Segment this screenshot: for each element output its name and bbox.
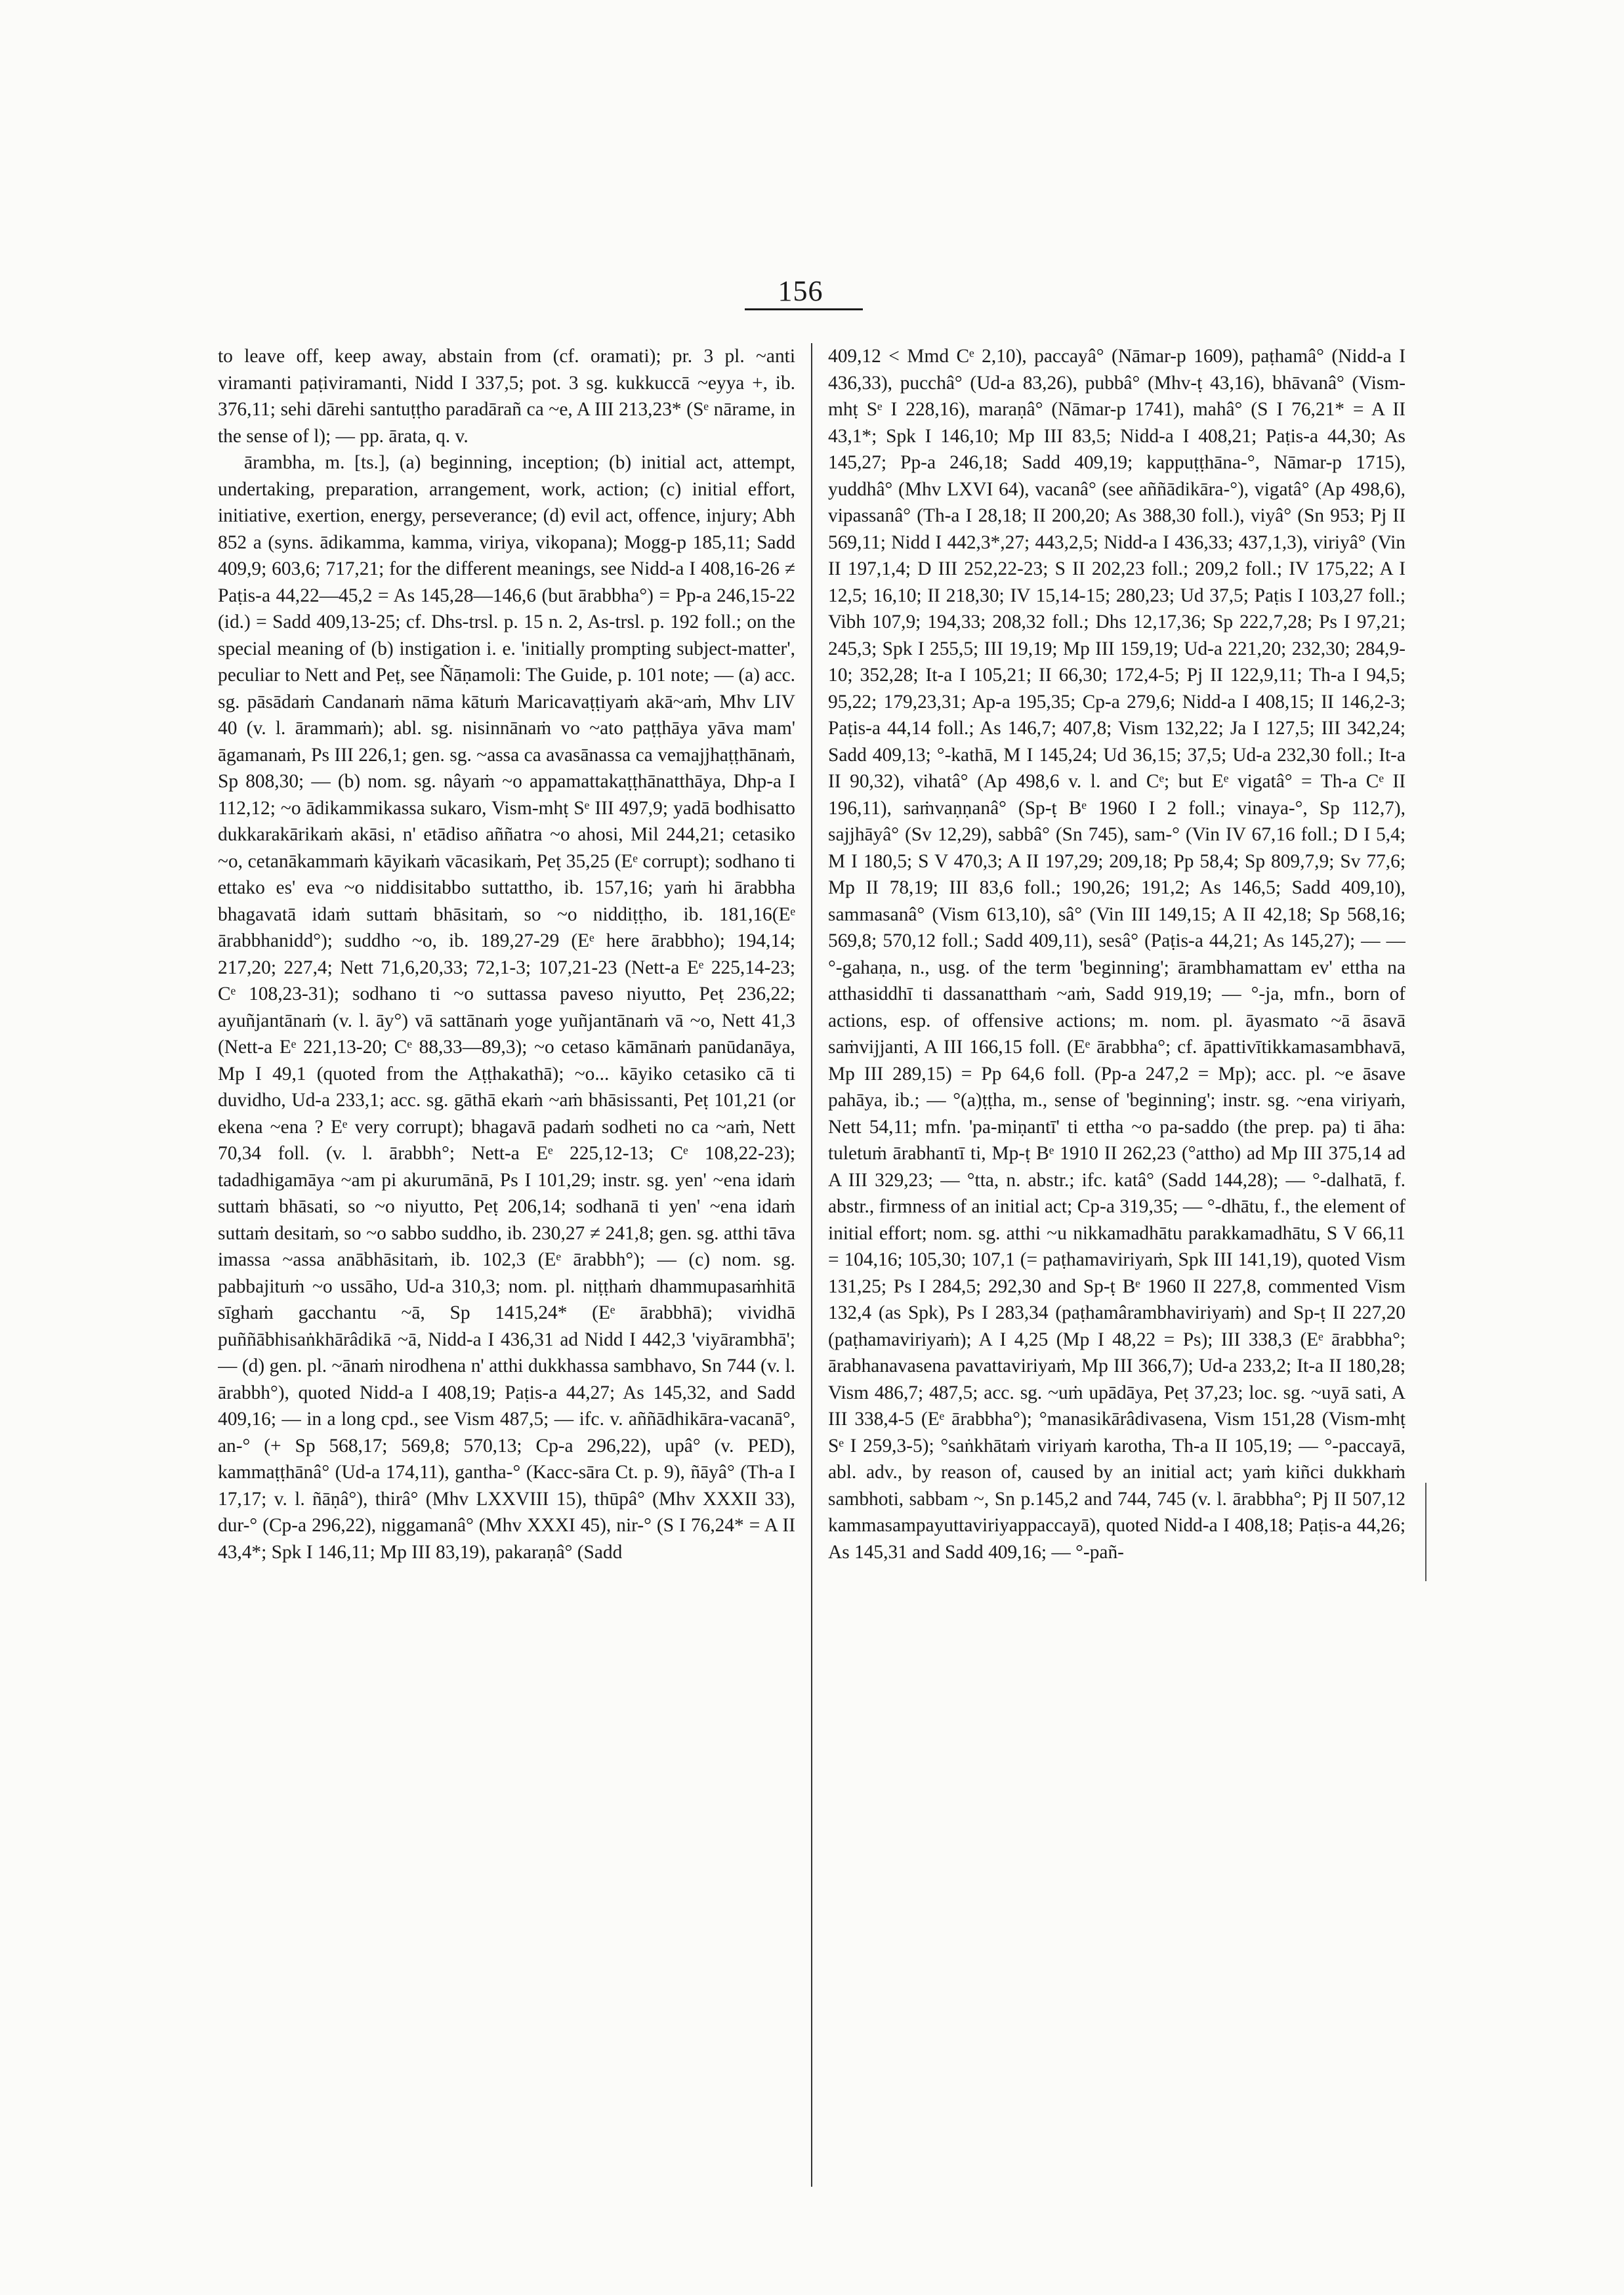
margin-mark	[1425, 1483, 1426, 1581]
page-number-rule	[745, 308, 863, 310]
left-column	[218, 343, 795, 2233]
left-paragraph-continuation: to leave off, keep away, abstain from (cf. oramati); pr. 3 pl. ~anti viramanti paṭiviramanti, Nidd I 337,5; pot. 3 sg. kukkuccā ~eyya +, ib. 376,11; sehi dārehi santuṭṭho paradārañ ca ~e, A III 213,23* (Sᵉ nārame, in the sense of l); — pp. ārata, q. v.	[218, 346, 795, 447]
entry-arambha: ārambha, m. [ts.], (a) beginning, inception; (b) initial act, attempt, undertaking, preparation, arrangement, work, action; (c) initial effort, initiative, exertion, energy, perseverance; (d) evil act, offence, injury; Abh 852 a (syns. ādikamma, kamma, viriya, vikopana); Mogg-p 185,11; Sadd 409,9; 603,6; 717,21; for the different meanings, see Nidd-a I 408,16-26 ≠ Paṭis-a 44,22—45,2 = As 145,28—146,6 (but ārabbha°) = Pp-a 246,15-22 (id.) = Sadd 409,13-25; cf. Dhs-trsl. p. 15 n. 2, As-trsl. p. 192 foll.; on the special meaning of (b) instigation i. e. 'initially prompting subject-matter', peculiar to Nett and Peṭ, see Ñāṇamoli: The Guide, p. 101 note; — (a) acc. sg. pāsādaṁ Candanaṁ nāma kātuṁ Maricavaṭṭiyaṁ akā~aṁ, Mhv LIV 40 (v. l. ārammaṁ); abl. sg. nisinnānaṁ vo ~ato paṭṭhāya yāva mam' āgamanaṁ, Ps III 226,1; gen. sg. ~assa ca avasānassa ca vemajjhaṭṭhānaṁ, Sp 808,30; — (b) nom. sg. nâyaṁ ~o appamattakaṭṭhānatthāya, Dhp-a I 112,12; ~o ādikammikassa sukaro, Vism-mhṭ Sᵉ III 497,9; yadā bodhisatto dukkarakārikaṁ akāsi, n' etādiso aññatra ~o ahosi, Mil 244,21; cetasiko ~o, cetanākammaṁ kāyikaṁ vācasikaṁ, Peṭ 35,25 (Eᵉ corrupt); sodhano ti ettako es' eva ~o niddisitabbo suttattho, ib. 157,16; yaṁ hi ārabbha bhagavatā idaṁ suttaṁ bhāsitaṁ, so ~o niddiṭṭho, ib. 181,16(Eᵉ ārabbhanidd°); suddho ~o, ib. 189,27-29 (Eᵉ here ārabbho); 194,14; 217,20; 227,4; Nett 71,6,20,33; 72,1-3; 107,21-23 (Nett-a Eᵉ 225,14-23; Cᵉ 108,23-31); sodhano ti ~o suttassa paveso niyutto, Peṭ 236,22; ayuñjantānaṁ (v. l. āy°) vā sattānaṁ yoge yuñjantānaṁ vā ~o, Nett 41,3 (Nett-a Eᵉ 221,13-20; Cᵉ 88,33—89,3); ~o cetaso kāmānaṁ panūdanāya, Mp I 49,1 (quoted from the Aṭṭhakathā); ~o... kāyiko cetasiko cā ti duvidho, Ud-a 233,1; acc. sg. gāthā ekaṁ ~aṁ bhāsissanti, Peṭ 101,21 (or ekena ~ena ? Eᵉ very corrupt); bhagavā padaṁ sodheti no ca ~aṁ, Nett 70,34 foll. (v. l. ārabbh°; Nett-a Eᵉ 225,12-13; Cᵉ 108,22-23); tadadhigamāya ~am pi akurumānā, Ps I 101,29; instr. sg. yen' ~ena idaṁ suttaṁ bhāsati, so ~o niyutto, Peṭ 206,14; sodhanā ti yen' ~ena idaṁ suttaṁ desitaṁ, so ~o sabbo suddho, ib. 230,27 ≠ 241,8; gen. sg. atthi tāva imassa ~assa anābhāsitaṁ, ib. 102,3 (Eᵉ ārabbh°); — (c) nom. sg. pabbajituṁ ~o ussāho, Ud-a 310,3; nom. pl. niṭṭhaṁ dhammupasaṁhitā sīghaṁ gacchantu ~ā, Sp 1415,24* (Eᵉ ārabbhā); vividhā puññābhisaṅkhārâdikā ~ā, Nidd-a I 436,31 ad Nidd I 442,3 'viyārambhā'; — (d) gen. pl. ~ānaṁ nirodhena n' atthi dukkhassa sambhavo, Sn 744 (v. l. ārabbh°), quoted Nidd-a I 408,19; Paṭis-a 44,27; As 145,32, and Sadd 409,16; — in a long cpd., see Vism 487,5; — ifc. v. aññādhikāra-vacanā°, an-° (+ Sp 568,17; 569,8; 570,13; Cp-a 296,22), upâ° (v. PED), kammaṭṭhānâ° (Ud-a 174,11), gantha-° (Kacc-sāra Ct. p. 9), ñāyâ° (Th-a I 17,17; v. l. ñāṇâ°), thirâ° (Mhv LXXVIII 15), thūpâ° (Mhv XXXII 33), dur-° (Cp-a 296,22), niggamanâ° (Mhv XXXI 45), nir-° (S I 76,24* = A II 43,4*; Spk I 146,11; Mp III 83,19), pakaraṇâ° (Sadd	[218, 452, 795, 1563]
page-number: 156	[778, 275, 823, 307]
right-paragraph-continuation: 409,12 < Mmd Cᵉ 2,10), paccayâ° (Nāmar-p 1609), paṭhamâ° (Nidd-a I 436,33), pucchâ° (Ud-a 83,26), pubbâ° (Mhv-ṭ 43,16), bhāvanâ° (Vism-mhṭ Sᵉ I 228,16), maraṇâ° (Nāmar-p 1741), mahâ° (S I 76,21* = A II 43,1*; Spk I 146,10; Mp III 83,5; Nidd-a I 408,21; Paṭis-a 44,30; As 145,27; Pp-a 246,18; Sadd 409,19; kappuṭṭhāna-°, Nāmar-p 1715), yuddhâ° (Mhv LXVI 64), vacanâ° (see aññādikāra-°), vigatâ° (Ap 498,6), vipassanâ° (Th-a I 28,18; II 200,20; As 388,30 foll.), viyâ° (Sn 953; Pj II 569,11; Nidd I 442,3*,27; 443,2,5; Nidd-a I 436,33; 437,1,3), viriyâ° (Vin II 197,1,4; D III 252,22-23; S II 202,23 foll.; 209,2 foll.; IV 175,22; A I 12,5; 16,10; II 218,30; IV 15,14-15; 280,23; Ud 37,5; Paṭis I 103,27 foll.; Vibh 107,9; 194,33; 208,32 foll.; Dhs 12,17,36; Sp 222,7,28; Ps I 97,21; 245,3; Spk I 255,5; III 19,19; Mp III 159,19; Ud-a 221,20; 232,30; 284,9-10; 352,28; It-a I 105,21; II 66,30; 172,4-5; Pj II 122,9,11; Th-a I 94,5; 95,22; 179,23,31; Ap-a 195,35; Cp-a 279,6; Nidd-a I 408,15; II 146,2-3; Paṭis-a 44,14 foll.; As 146,7; 407,8; Vism 132,22; Ja I 127,5; III 342,24; Sadd 409,13; °-kathā, M I 145,24; Ud 36,15; 37,5; Ud-a 232,30 foll.; It-a II 90,32), vihatâ° (Ap 498,6 v. l. and Cᵉ; but Eᵉ vigatâ° = Th-a Cᵉ II 196,11), saṁvaṇṇanâ° (Sp-ṭ Bᵉ 1960 I 2 foll.; vinaya-°, Sp 112,7), sajjhāyâ° (Sv 12,29), sabbâ° (Sn 745), sam-° (Vin IV 67,16 foll.; D I 5,4; M I 180,5; S V 470,3; A II 197,29; 209,18; Pp 58,4; Sp 809,7,9; Sv 77,6; Mp II 78,19; III 83,6 foll.; 190,26; 191,2; As 146,5; Sadd 409,10), sammasanâ° (Vism 613,10), sâ° (Vin III 149,15; A II 42,18; Sp 568,16; 569,8; 570,12 foll.; Sadd 409,11), sesâ° (Paṭis-a 44,21; As 145,27); — — °-gahaṇa, n., usg. of the term 'beginning'; ārambhamattam ev' ettha na atthasiddhī ti dassanatthaṁ ~aṁ, Sadd 919,19; — °-ja, mfn., born of actions, esp. of offensive actions; m. nom. pl. āyasmato ~ā āsavā saṁvijjanti, A III 166,15 foll. (Eᵉ ārabbha°; cf. āpattivītikkamasambhavā, Mp III 289,15) = Pp 64,6 foll. (Pp-a 247,2 = Mp); acc. pl. ~e āsave pahāya, ib.; — °(a)ṭṭha, m., sense of 'beginning'; instr. sg. ~ena viriyaṁ, Nett 54,11; mfn. 'pa-miṇantī' ti ettha ~o pa-saddo (the prep. pa) ti āha: tuletuṁ ārabhantī ti, Mp-ṭ Bᵉ 1910 II 262,23 (°attho) ad Mp III 375,14 ad A III 329,23; — °tta, n. abstr.; ifc. katâ° (Sadd 144,28); — °-dalhatā, f. abstr., firmness of an initial act; Cp-a 319,35; — °-dhātu, f., the element of initial effort; nom. sg. atthi ~u nikkamadhātu parakkamadhātu, S V 66,11 = 104,16; 105,30; 107,1 (= paṭhamaviriyaṁ, Spk III 141,19), quoted Vism 131,25; Ps I 284,5; 292,30 and Sp-ṭ Bᵉ 1960 II 227,8, commented Vism 132,4 (as Spk), Ps I 283,34 (paṭhamârambhaviriyaṁ) and Sp-ṭ II 227,20 (paṭhamaviriyaṁ); A I 4,25 (Mp I 48,22 = Ps); III 338,3 (Eᵉ ārabbha°; ārabhanavasena pavattaviriyaṁ, Mp III 366,7); Ud-a 233,2; It-a II 180,28; Vism 486,7; 487,5; acc. sg. ~uṁ upādāya, Peṭ 37,23; loc. sg. ~uyā sati, A III 338,4-5 (Eᵉ ārabbha°); °manasikārâdivasena, Vism 151,28 (Vism-mhṭ Sᵉ I 259,3-5); °saṅkhātaṁ viriyaṁ karotha, Th-a II 105,19; — °-paccayā, abl. adv., by reason of, caused by an initial act; yaṁ kiñci dukkhaṁ sambhoti, sabbam ~, Sn p.145,2 and 744, 745 (v. l. ārabbha°; Pj II 507,12 kammasampayuttaviriyappaccayā), quoted Nidd-a I 408,18; Paṭis-a 44,26; As 145,31 and Sadd 409,16; — °-pañ-	[828, 346, 1405, 1563]
right-column	[828, 343, 1405, 2233]
column-divider	[811, 343, 812, 2187]
